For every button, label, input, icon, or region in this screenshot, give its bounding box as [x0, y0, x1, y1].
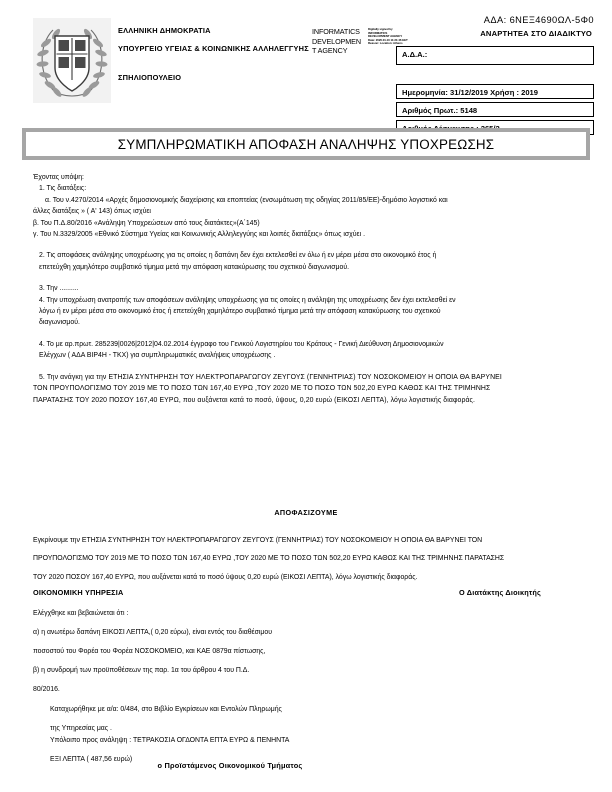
clause-4-line-3: διαγωνισμού. — [39, 319, 80, 327]
finance-line-4: β) η συνδρομή των προϋποθέσεων της παρ. 1α του άρθρου 4 του Π.Δ. — [33, 667, 250, 675]
info-box-date: Ημερομηνία: 31/12/2019 Χρήση : 2019 — [396, 84, 594, 99]
finance-service-heading: ΟΙΚΟΝΟΜΙΚΗ ΥΠΗΡΕΣΙΑ — [33, 588, 124, 597]
clause-2-line-1: 2. Τις αποφάσεις ανάληψης υποχρέωσης για τις οποίες η δαπάνη δεν έχει εκτελεσθεί εν όλω ή εν μέρει μέσα στο οικονομικό έτος ή — [39, 252, 437, 260]
finance-line-3: ποσοστού του Φορέα του Φορέα ΝΟΣΟΚΟΜΕΙΟ, και ΚΑΕ 0879α πίστωσης, — [33, 648, 266, 656]
signature-stamp-agency — [312, 27, 372, 56]
clause-3: 3. Την .......... — [39, 285, 79, 293]
info-box-protocol-number: Αριθμός Πρωτ.: 5148 — [396, 102, 594, 117]
anartitea-label: ΑΝΑΡΤΗΤΕΑ ΣΤΟ ΔΙΑΔΙΚΤΥΟ — [480, 29, 592, 38]
greek-coat-of-arms-emblem — [33, 18, 111, 103]
finance-service-body — [33, 601, 363, 703]
signature-stamp-line-2: DEVELOPMEN — [312, 36, 361, 46]
clause-6-line-2: ΤΟΝ ΠΡΟΥΠΟΛΟΓΙΣΜΟ ΤΟΥ 2019 ΜΕ ΤΟ ΠΟΣΟ ΤΩΝ 167,40 ΕΥΡΩ ,ΤΟΥ 2020 ΜΕ ΤΟ ΠΟΣΟ ΤΩΝ 502,20 ΕΥΡΩ ΚΑΘΩΣ ΚΑΙ ΤΗΣ ΤΡΙΜΗΝΗΣ — [33, 385, 491, 393]
clause-4-line-1: 4. Την υποχρέωση ανατροπής των αποφάσεων ανάληψης υποχρέωσης για τις οποίες η ανάληψη της υποχρέωσης δεν έχει εκτελεσθεί εν — [39, 296, 456, 304]
document-body — [33, 172, 581, 406]
signature-stamp-line-3: T AGENCY — [312, 46, 348, 55]
signature-stamp-line-1: INFORMATICS — [312, 27, 360, 36]
organization-line-2: ΥΠΟΥΡΓΕΙΟ ΥΓΕΙΑΣ & ΚΟΙΝΩΝΙΚΗΣ ΑΛΛΗΛΕΓΓΥΗΣ — [118, 44, 309, 53]
clause-1-heading: 1. Τις διατάξεις: — [39, 185, 87, 193]
registration-line-2: της Υπηρεσίας μας . — [50, 724, 112, 732]
document-header — [0, 10, 612, 125]
decision-line-1: Εγκρίνουμε την ΕΤΗΣΙΑ ΣΥΝΤΗΡΗΣΗ ΤΟΥ ΗΛΕΚΤΡΟΠΑΡΑΓΩΓΟΥ ΖΕΥΓΟΥΣ (ΓΕΝΝΗΤΡΙΑΣ) ΤΟΥ ΝΟΣΟΚΟΜΕΙΟΥ Η ΟΠΟΙΑ ΘΑ ΒΑΡΥΝΕΙ ΤΟΝ — [33, 536, 483, 544]
registration-line-1: Καταχωρήθηκε με α/α: 0/484, στο Βιβλίο Εγκρίσεων και Εντολών Πληρωμής — [50, 705, 282, 713]
decision-body — [33, 528, 581, 590]
clause-6-line-3: ΠΑΡΑΤΑΣΗΣ ΤΟΥ 2020 ΠΟΣΟΥ 167,40 ΕΥΡΩ, που αυξάνεται κατά το ποσό, ύψους, 0,20 ευρώ (ΕΙΚΟΣΙ ΛΕΠΤΑ), λόγω λογιστικής διαφοράς. — [33, 396, 475, 404]
clause-1c: γ. Του Ν.3329/2005 «Εθνικό Σύστημα Υγείας και Κοινωνικής Αλληλεγγύης και λοιπές διατάξεις» όπως ισχύει . — [33, 231, 365, 239]
organization-line-1: ΕΛΛΗΝΙΚΗ ΔΗΜΟΚΡΑΤΙΑ — [118, 26, 211, 35]
balance-line-2: ΕΞΙ ΛΕΠΤΑ ( 487,56 ευρώ) — [50, 755, 133, 763]
organization-unit-name: ΣΠΗΛΙΟΠΟΥΛΕΙΟ — [118, 73, 182, 82]
clause-2-line-2: επετεύχθη χαμηλότερο συμβατικό τίμημα μετά την απόφαση κατακύρωσης του σχετικού διαγωνισμού. — [39, 263, 350, 271]
page-title: ΣΥΜΠΛΗΡΩΜΑΤΙΚΗ ΑΠΟΦΑΣΗ ΑΝΑΛΗΨΗΣ ΥΠΟΧΡΕΩΣΗΣ — [117, 136, 495, 152]
clause-6-line-1: 5. Την ανάγκη για την ΕΤΗΣΙΑ ΣΥΝΤΗΡΗΣΗ ΤΟΥ ΗΛΕΚΤΡΟΠΑΡΑΓΩΓΟΥ ΖΕΥΓΟΥΣ (ΓΕΝΝΗΤΡΙΑΣ) ΤΟΥ ΝΟΣΟΚΟΜΕΙΟΥ Η ΟΠΟΙΑ ΘΑ ΒΑΡΥΝΕΙ — [39, 373, 502, 381]
ada-code-label: ΑΔΑ: 6ΝΕΞ4690ΩΛ-5Φ0 — [483, 15, 594, 25]
decision-heading: ΑΠΟΦΑΣΙΖΟΥΜΕ — [274, 508, 338, 517]
finance-line-1: Ελέγχθηκε και βεβαιώνεται ότι : — [33, 609, 129, 617]
commander-signature-label: Ο Διατάκτης Διοικητής — [458, 588, 542, 597]
finance-line-5: 80/2016. — [33, 686, 60, 694]
clause-5-line-2: Ελέγχων ( ΑΔΑ ΒΙΡ4Η - ΤΚΧ) για συμπληρωματικές αναλήψεις υποχρέωσης . — [39, 352, 276, 360]
clause-4-line-2: λόγω ή εν μέρει μέσα στο οικονομικό έτος ή επετεύχθη χαμηλότερο συμβατικό τίμημα μετά την απόφαση κατακύρωσης του σχετικού — [39, 308, 441, 316]
body-intro: Έχοντας υπόψη: — [33, 174, 84, 181]
decision-line-2: ΠΡΟΥΠΟΛΟΓΙΣΜΟ ΤΟΥ 2019 ΜΕ ΤΟ ΠΟΣΟ ΤΩΝ 167,40 ΕΥΡΩ ,ΤΟΥ 2020 ΜΕ ΤΟ ΠΟΣΟ ΤΩΝ 502,20 ΕΥΡΩ ΚΑΘΩΣ ΚΑΙ ΤΗΣ ΤΡΙΜΗΝΗΣ ΠΑΡΑΤΑΣΗΣ — [33, 555, 505, 563]
document-title-banner — [22, 128, 590, 160]
finance-line-2: α) η ανωτέρω δαπάνη ΕΙΚΟΣΙ ΛΕΠΤΑ,( 0,20 εύρω), είναι εντός του διαθέσιμου — [33, 628, 272, 636]
clause-5-line-1: 4. Το με αρ.πρωτ. 285239|0026|2012|04.02.2014 έγγραφο του Γενικού Λογιστηρίου του Κράτους - Γενική Διεύθυνση Δημοσιονομικών — [39, 340, 444, 348]
digital-signature-stamp — [312, 27, 408, 67]
clause-1a-line-1: α. Του ν.4270/2014 «Αρχές δημοσιονομικής διαχείρισης και εποπτείας (ενσωμάτωση της οδηγίας 2011/85/ΕΕ)-δημόσιο λογιστικό και — [45, 196, 448, 204]
clause-1b: β. Του Π.Δ.80/2016 «Ανάληψη Υποχρεώσεων από τους διατάκτες»(Α΄145) — [33, 219, 260, 227]
info-box-ada: Α.Δ.Α.: — [396, 46, 594, 65]
balance-line-1: Υπόλοιπο προς ανάληψη : ΤΕΤΡΑΚΟΣΙΑ ΟΓΔΟΝΤΑ ΕΠΤΑ ΕΥΡΩ & ΠΕΝΗΝΤΑ — [50, 736, 290, 744]
signature-stamp-detail: Digitally signed by INFORMATICS DEVELOPMENT AGENCY Date: 2020.01.10 11:21:46 EET Reason: Location: Athens — [368, 27, 408, 46]
clause-1a-line-2: άλλες διατάξεις » ( Α' 143) όπως ισχύει — [33, 208, 151, 216]
decision-line-3: ΤΟΥ 2020 ΠΟΣΟΥ 167,40 ΕΥΡΩ, που αυξάνεται κατά το ποσό ύψους 0,20 ευρώ (ΕΙΚΟΣΙ ΛΕΠΤΑ), λόγω λογιστικής διαφοράς. — [33, 573, 418, 581]
finance-department-head-signature-label: ο Προϊστάμενος Οικονομικού Τμήματος — [157, 761, 303, 770]
